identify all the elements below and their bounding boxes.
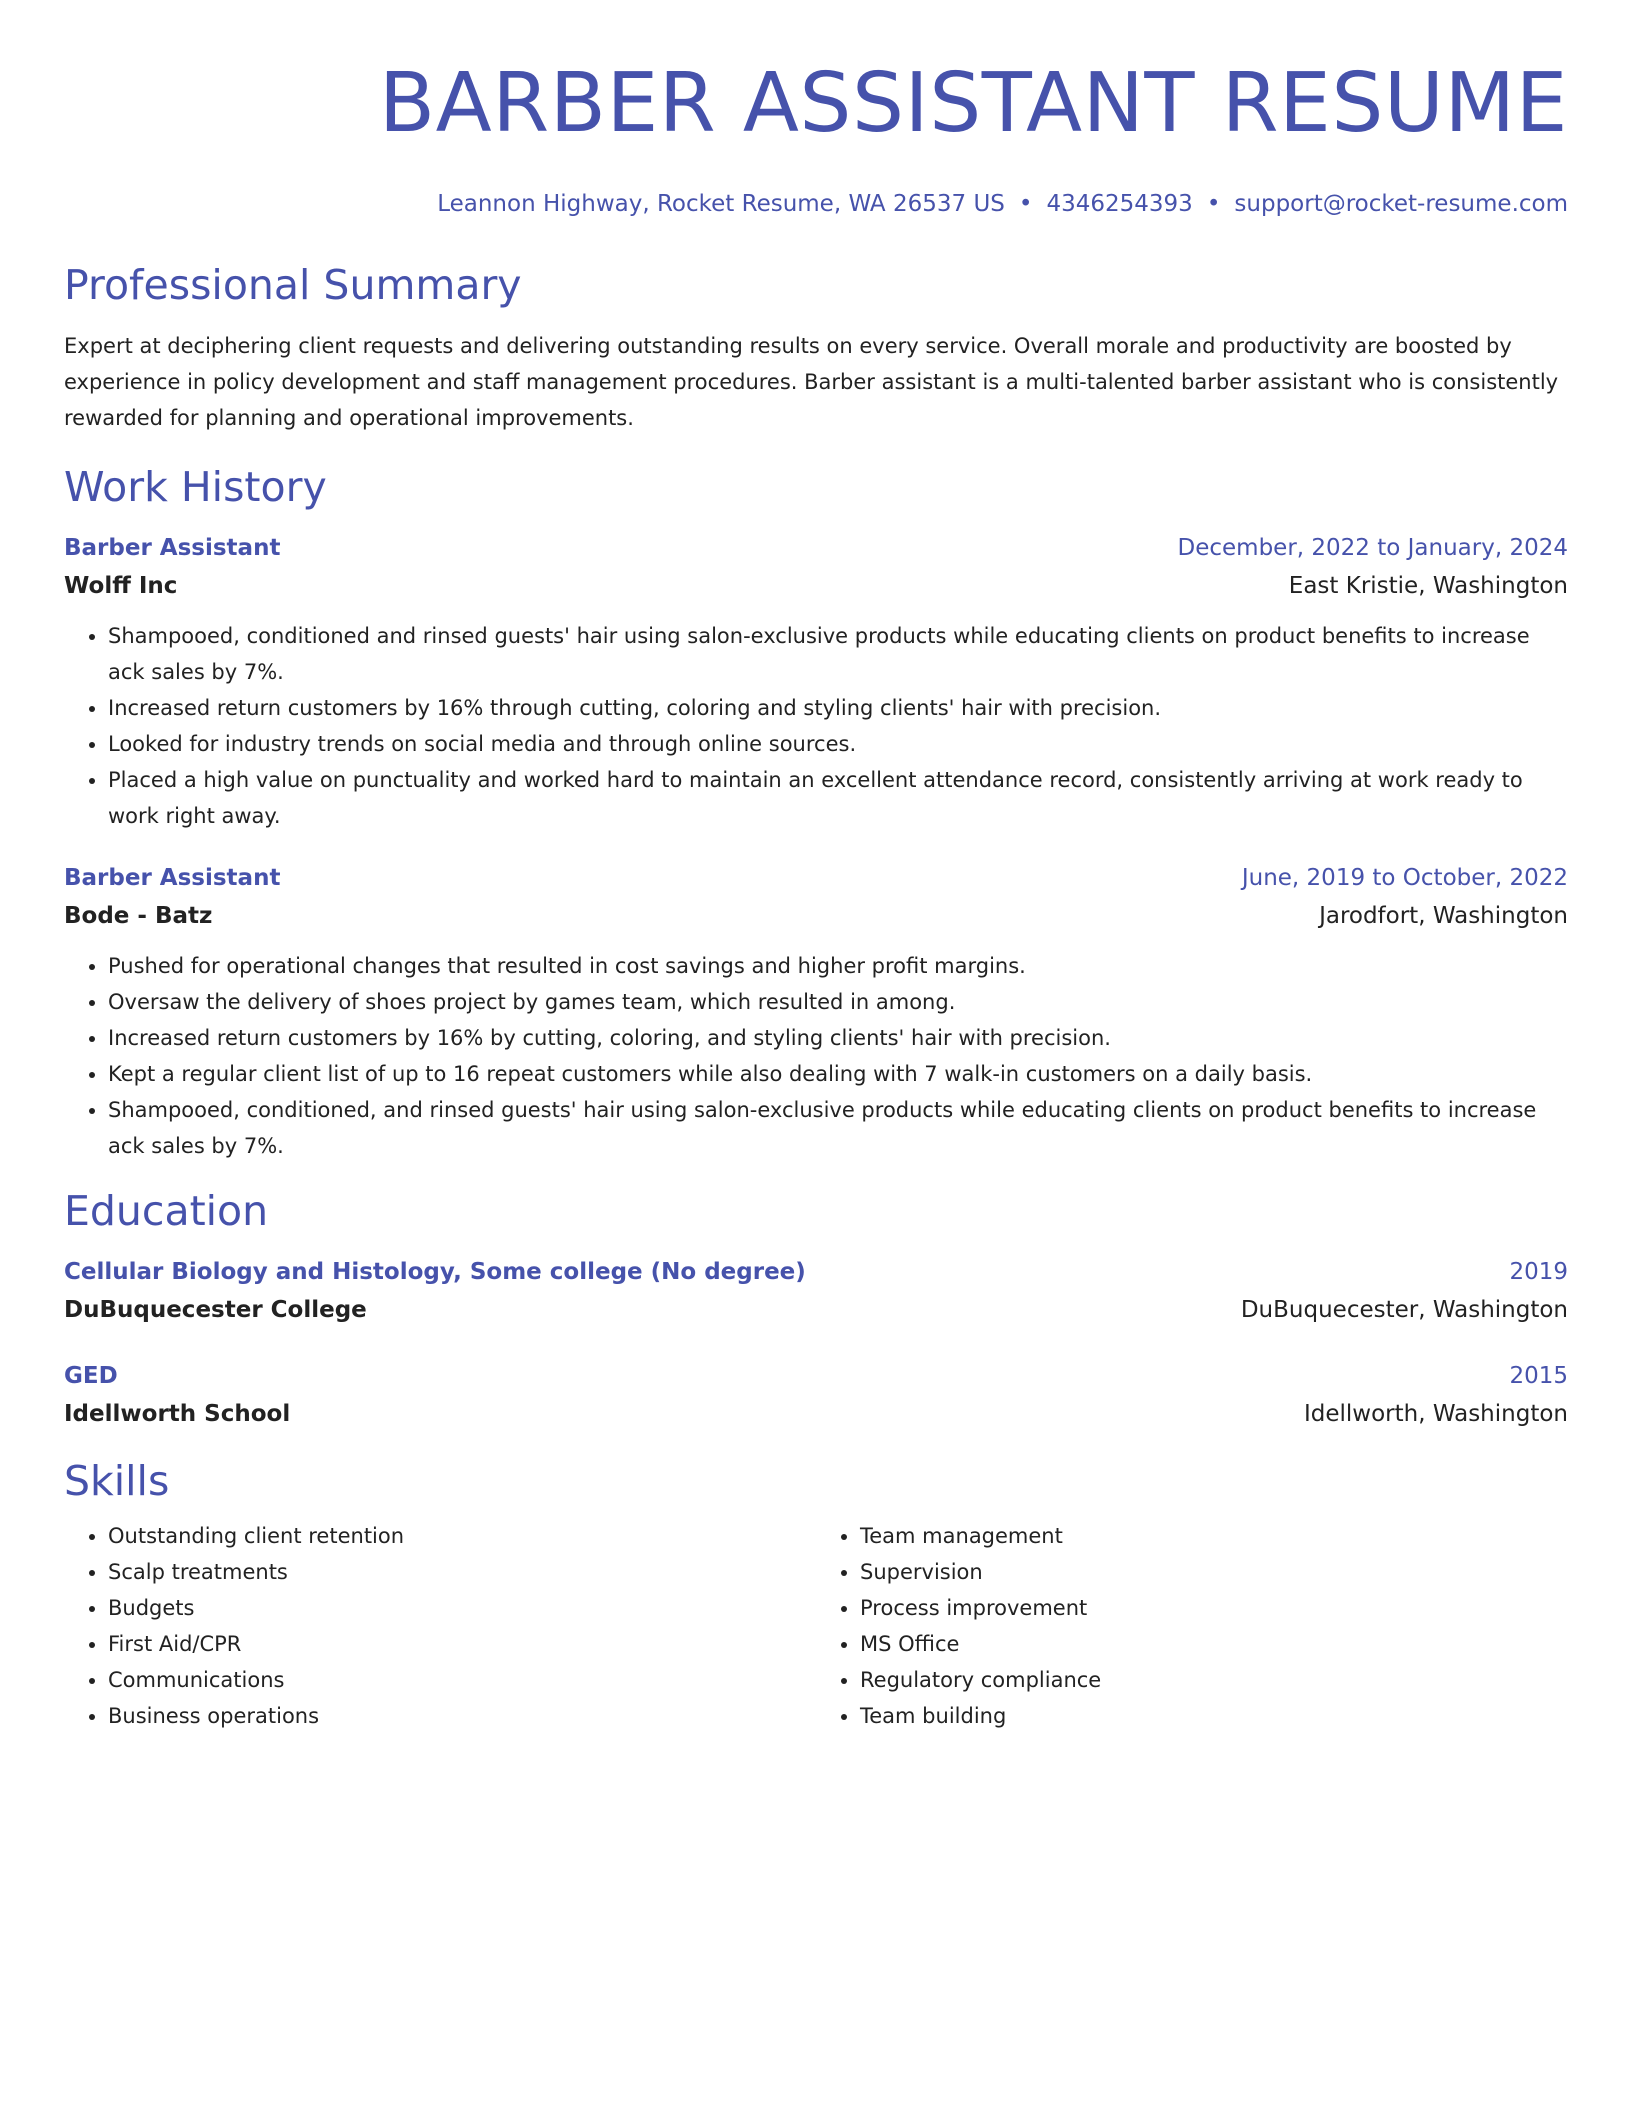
skill-item: • Outstanding client retention (108, 1518, 816, 1554)
education-school-row (64, 1290, 1568, 1330)
education-year: 2019 (1509, 1259, 1568, 1285)
job-role: Barber Assistant (64, 535, 281, 561)
skill-item: • Process improvement (860, 1590, 1568, 1626)
skill-item: • MS Office (860, 1626, 1568, 1662)
skill-item: • Team management (860, 1518, 1568, 1554)
summary-text: Expert at deciphering client requests and delivering outstanding results on every service. Overall morale and productivity are boosted by experience in policy development and staff management procedures. Barber assistant is a multi-talented barber assistant who is consistently rewarded for planning and operational improvements. (64, 334, 1559, 430)
job-bullet: • Oversaw the delivery of shoes project by games team, which resulted in among. (108, 984, 1568, 1020)
work-history-section (64, 462, 1568, 1164)
summary-heading: Professional Summary (64, 261, 522, 309)
skill-item: • First Aid/CPR (108, 1626, 816, 1662)
job-company: Bode - Batz (64, 903, 213, 929)
contact-email: support@rocket-resume.com (1234, 191, 1568, 217)
contact-line (64, 188, 1568, 220)
job-bullet: • Looked for industry trends on social media and through online sources. (108, 726, 1568, 762)
education-heading: Education (64, 1187, 269, 1235)
contact-separator: • (1206, 191, 1221, 217)
contact-phone: 4346254393 (1046, 191, 1193, 217)
contact-separator: • (1018, 191, 1033, 217)
job-bullets (64, 948, 1568, 1164)
resume-title: BARBER ASSISTANT RESUME (378, 56, 1568, 151)
job-company-row (64, 566, 1568, 606)
skill-item: • Business operations (108, 1698, 816, 1734)
job-company: Wolff Inc (64, 573, 178, 599)
contact-address: Leannon Highway, Rocket Resume, WA 26537 US (437, 191, 1005, 217)
job-bullet: • Placed a high value on punctuality and worked hard to maintain an excellent attendance record, consistently arriving at work ready to work right away. (108, 762, 1568, 834)
job-bullet: • Increased return customers by 16% through cutting, coloring and styling clients' hair with precision. (108, 690, 1568, 726)
job-role: Barber Assistant (64, 865, 281, 891)
education-degree: GED (64, 1363, 118, 1389)
job-company-row (64, 896, 1568, 936)
job-bullet: • Increased return customers by 16% by cutting, coloring, and styling clients' hair with precision. (108, 1020, 1568, 1056)
education-location: DuBuquecester, Washington (1240, 1297, 1568, 1323)
job-bullet: • Pushed for operational changes that resulted in cost savings and higher profit margins. (108, 948, 1568, 984)
education-degree: Cellular Biology and Histology, Some college (No degree) (64, 1259, 806, 1285)
education-header-row (64, 1358, 1568, 1394)
education-year: 2015 (1509, 1363, 1568, 1389)
skills-column-right (816, 1518, 1568, 1734)
education-section (64, 1186, 1568, 1434)
skill-item: • Supervision (860, 1554, 1568, 1590)
skill-item: • Regulatory compliance (860, 1662, 1568, 1698)
skills-heading: Skills (64, 1457, 170, 1505)
education-school: Idellworth School (64, 1401, 291, 1427)
job-entry (64, 860, 1568, 1164)
education-school: DuBuquecester College (64, 1297, 367, 1323)
skill-item: • Communications (108, 1662, 816, 1698)
work-history-heading: Work History (64, 463, 327, 511)
skills-section (64, 1456, 1568, 1734)
job-dates: December, 2022 to January, 2024 (1177, 535, 1568, 561)
summary-section (64, 260, 1568, 436)
job-bullets (64, 618, 1568, 834)
job-location: East Kristie, Washington (1288, 573, 1568, 599)
job-dates: June, 2019 to October, 2022 (1241, 865, 1568, 891)
education-location: Idellworth, Washington (1303, 1401, 1568, 1427)
job-entry (64, 530, 1568, 834)
skills-grid (64, 1518, 1568, 1734)
skill-item: • Scalp treatments (108, 1554, 816, 1590)
job-bullet: • Shampooed, conditioned and rinsed guests' hair using salon-exclusive products while educating clients on product benefits to increase ack sales by 7%. (108, 618, 1568, 690)
education-entry (64, 1358, 1568, 1434)
education-header-row (64, 1254, 1568, 1290)
job-bullet: • Kept a regular client list of up to 16 repeat customers while also dealing with 7 walk-in customers on a daily basis. (108, 1056, 1568, 1092)
education-school-row (64, 1394, 1568, 1434)
skills-column-left (64, 1518, 816, 1734)
job-location: Jarodfort, Washington (1319, 903, 1568, 929)
education-entry (64, 1254, 1568, 1330)
job-header-row (64, 860, 1568, 896)
job-bullet: • Shampooed, conditioned, and rinsed guests' hair using salon-exclusive products while educating clients on product benefits to increase ack sales by 7%. (108, 1092, 1568, 1164)
job-header-row (64, 530, 1568, 566)
skill-item: • Team building (860, 1698, 1568, 1734)
skill-item: • Budgets (108, 1590, 816, 1626)
